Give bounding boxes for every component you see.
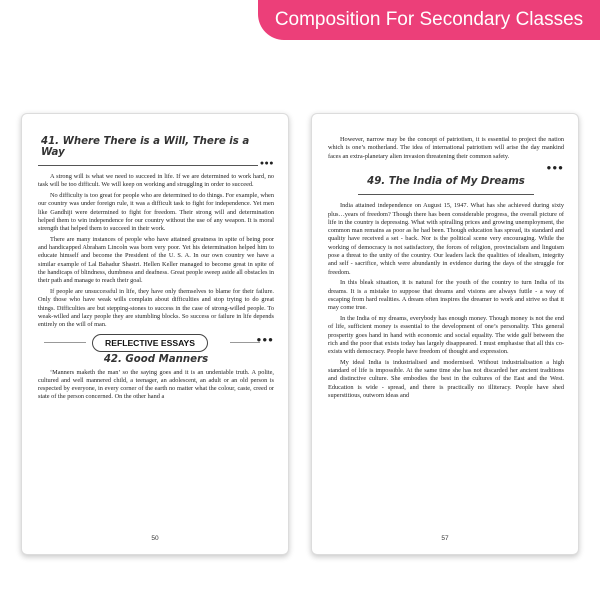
left-page-content (38, 136, 274, 404)
page-number: 50 (151, 535, 159, 542)
left-page (21, 113, 289, 555)
title-underline (358, 191, 534, 197)
right-page-content (328, 136, 564, 403)
paragraph: India attained independence on August 15, 1947. What has she achieved during sixty plus…years of freedom? Though there has been considerable progress, the overall picture of life in the country is depressing. What with spiralling prices and growing unemployment, the common man remains as poor as he had been. Though education has spread, its standard and quality have received a set - back. Nor is the political scene very encouraging. While the working of democracy is not satisfactory, the forces of religion, provincialism and linguism pose a threat to the unity of the country. Our leaders lack the qualities of idealism, integrity and self - sacrifice, which were abundantly in evidence during the days of the struggle for freedom. (328, 202, 564, 276)
section-divider (38, 334, 274, 350)
paragraph: A strong will is what we need to succeed in life. If we are determined to work hard, no task will be too difficult. We will keep on working and struggling in order to succeed. (38, 173, 274, 189)
paragraph: No difficulty is too great for people who are determined to do things. For example, when our country was under foreign rule, it was a difficult task to fight for independence. Yet men like Gandhiji were determined to fight for freedom. Their strong will and determination helped them to win independence for our country without the use of any weapon. It is moral strength that helped them to succeed in their work. (38, 191, 274, 233)
essay-41-title: 41. Where There is a Will, There is a Way (41, 136, 250, 158)
section-badge: REFLECTIVE ESSAYS (92, 334, 208, 352)
paragraph: If people are unsuccessful in life, they have only themselves to blame for their failure. Only those who have weak wills complain about difficulties and stop trying to do great things. Difficulties are but stepping-stones to success in the case of strong-willed people. To weak-willed and lazy people they are stumbling blocks. So success or failure in life depends entirely on the will of man. (38, 288, 274, 329)
title-underline (38, 159, 274, 168)
essay-42-title: 42. Good Manners (103, 353, 209, 365)
paragraph: My ideal India is industrialised and modernised. Without industrialisation a high standard of life is impossible. At the same time she has not discarded her ancient traditions and distinctive culture. She embodies the best in the cultures of the East and the West. Education is wide - spread, and there is practically no illiteracy. People have shed superstitious, outworn ideas and (328, 358, 564, 399)
header-banner (258, 0, 600, 40)
paragraph: ‘Manners maketh the man’ so the saying goes and it is an undeniable truth. A polite, cultured and well mannered child, a teenager, an adolescent, an adult or an old person is respected by everyone, in every corner of the earth no matter what the colour, caste, creed or state of the person concerned. On the other hand a (38, 368, 274, 401)
three-dots-icon: ●●● (256, 334, 274, 344)
banner-title: Composition For Secondary Classes (274, 9, 584, 30)
essay-49-title: 49. The India of My Dreams (367, 176, 525, 188)
paragraph: There are many instances of people who have attained greatness in spite of being poor and handicapped Abraham Lincoln was born very poor. Yet his determination helped him to educate himself and become the President of the U. S. A. In our own country we have a similar example of Lal Bahadur Shastri. Hellen Keller managed to become great in spite of the handicaps of blindness, dumbness and deafness. Great people sweep aside all obstacles in their path and manage to reach their goal. (38, 235, 274, 285)
page-number: 57 (441, 535, 449, 542)
paragraph: In the India of my dreams, everybody has enough money. Though money is not the end of life, sufficient money is essential to the development of one’s personality. This general prosperity goes hand in hand with economic and social equality. The wide gulf between the rich and the poor that exists today has largely disappeared. I must emphasise that all this co-exists with democracy. People have freedom of thought and expression. (328, 314, 564, 356)
three-dots-icon: ●●● (259, 159, 274, 167)
right-page (311, 113, 579, 555)
paragraph: In this bleak situation, it is natural for the youth of the country to turn India of its dreams. It is a mistake to suppose that dreams and visions are always futile - a way of escaping from hard realities. A dream often inspires the dreamer to work and strive so that it may come true. (328, 279, 564, 312)
paragraph: However, narrow may be the concept of patriotism, it is essential to project the nation which is one’s motherland. The idea of international patriotism will arise the day mankind faces an extra-planetary alien invasion threatening their common safety. (328, 136, 564, 160)
three-dots-icon: ●●● (546, 163, 564, 173)
